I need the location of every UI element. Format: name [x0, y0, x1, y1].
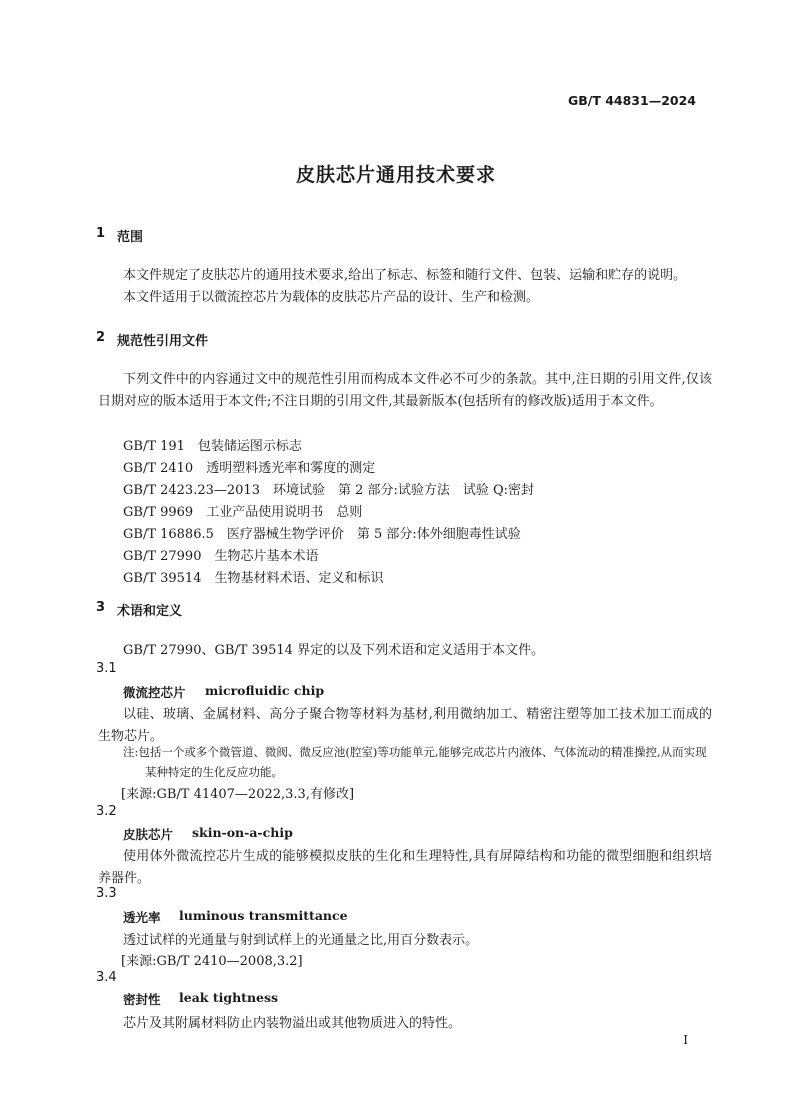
- term-chinese: 密封性: [123, 992, 161, 1007]
- term-note-text: 注:包括一个或多个微管道、微阀、微反应池(腔室)等功能单元,能够完成芯片内液体、气体流动的精准操控,从而实现某种特定的生化反应功能。: [123, 745, 707, 779]
- term-definition: 芯片及其附属材料防止内装物溢出或其他物质进入的特性。: [123, 1016, 462, 1031]
- term-number: 3.2: [96, 804, 117, 819]
- reference-item: GB/T 2423.23—2013 环境试验 第 2 部分:试验方法 试验 Q:密封: [123, 483, 535, 498]
- page-number: I: [683, 1033, 688, 1047]
- section-2-intro: 下列文件中的内容通过文中的规范性引用而构成本文件必不可少的条款。其中,注日期的引用文件,仅该日期对应的版本适用于本文件;不注日期的引用文件,其最新版本(包括所有的修改版)适用于本文件。: [98, 372, 712, 409]
- reference-item: GB/T 9969 工业产品使用说明书 总则: [123, 505, 363, 520]
- term-english: skin-on-a-chip: [192, 825, 293, 840]
- term-source: [来源:GB/T 41407—2022,3.3,有修改]: [121, 787, 355, 802]
- reference-item: GB/T 27990 生物芯片基本术语: [123, 549, 319, 564]
- term-number: 3.3: [96, 886, 117, 901]
- reference-item: GB/T 191 包装储运图示标志: [123, 439, 302, 454]
- term-source: [来源:GB/T 2410—2008,3.2]: [121, 954, 303, 969]
- term-definition: 以硅、玻璃、金属材料、高分子聚合物等材料为基材,利用微纳加工、精密注塑等加工技术加工而成的生物芯片。: [98, 707, 712, 744]
- section-1-heading: 范围: [117, 230, 144, 245]
- term-chinese: 微流控芯片: [123, 685, 186, 700]
- term-number: 3.1: [96, 661, 117, 676]
- section-2-heading: 规范性引用文件: [117, 334, 209, 349]
- term-definition: 使用体外微流控芯片生成的能够模拟皮肤的生化和生理特性,具有屏障结构和功能的微型细胞和组织培养器件。: [98, 849, 712, 886]
- term-english: microfluidic chip: [205, 683, 325, 698]
- section-1-number: 1: [96, 226, 106, 241]
- section-3-heading: 术语和定义: [117, 604, 183, 619]
- term-chinese: 透光率: [123, 910, 161, 925]
- term-english: luminous transmittance: [179, 908, 348, 923]
- section-3-number: 3: [96, 600, 106, 615]
- reference-item: GB/T 39514 生物基材料术语、定义和标识: [123, 571, 384, 586]
- reference-item: GB/T 2410 透明塑料透光率和雾度的测定: [123, 461, 376, 476]
- term-number: 3.4: [96, 970, 117, 985]
- section-1-paragraph-1: 本文件规定了皮肤芯片的通用技术要求,给出了标志、标签和随行文件、包装、运输和贮存的说明。: [123, 268, 687, 283]
- term-note: [123, 742, 713, 782]
- section-1-paragraph-2: 本文件适用于以微流控芯片为载体的皮肤芯片产品的设计、生产和检测。: [123, 290, 540, 305]
- term-definition: 透过试样的光通量与射到试样上的光通量之比,用百分数表示。: [123, 933, 479, 948]
- term-english: leak tightness: [179, 990, 279, 1005]
- section-3-intro: GB/T 27990、GB/T 39514 界定的以及下列术语和定义适用于本文件。: [123, 643, 545, 658]
- section-2-number: 2: [96, 330, 106, 345]
- term-chinese: 皮肤芯片: [123, 827, 174, 842]
- standard-code: GB/T 44831—2024: [567, 93, 696, 108]
- document-title: 皮肤芯片通用技术要求: [295, 164, 496, 186]
- reference-item: GB/T 16886.5 医疗器械生物学评价 第 5 部分:体外细胞毒性试验: [123, 527, 521, 542]
